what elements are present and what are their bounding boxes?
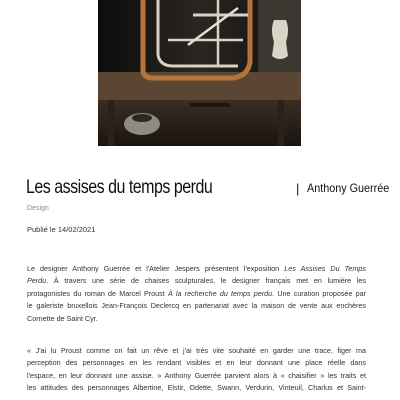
category-link[interactable]: Design: [27, 205, 49, 212]
paragraph-line: le galeriste bruxellois Jean-François Declercq en partenariat avec la maison de vente aux enchères: [27, 301, 366, 311]
article-title: Les assises du temps perdu: [26, 176, 213, 198]
paragraph-line: perception des personnages en les rendant visibles et en leur donnant une place réelle dans: [27, 358, 366, 368]
paragraph-line: protagonistes du roman de Marcel Proust À la recherche du temps perdu. Une curation proposée par: [27, 288, 366, 298]
paragraph-line: Perdu. À travers une série de chaises sculpturales, le designer français met en lumière les: [27, 276, 366, 286]
italic-title: À la recherche du temps perdu: [167, 288, 273, 298]
paragraph-line: Cornette de Saint Cyr.: [27, 313, 98, 323]
italic-title: Perdu: [27, 276, 47, 286]
paragraph-line: « J'ai lu Proust comme on fait un rêve et j'ai très vite souhaité en garder une trace, figer ma: [27, 346, 366, 355]
published-date: Publié le 14/02/2021: [27, 225, 96, 234]
title-separator: |: [296, 181, 300, 196]
article-paragraph-1: [27, 263, 366, 325]
paragraph-line: les attitudes des personnages Albertine, Elstir, Odette, Swann, Verdurin, Vinteuil, Charlus et Saint-: [27, 383, 366, 393]
paragraph-line: l'espace, en leur donnant une assise. » Anthony Guerrée parvient alors à « chaisifier » les traits et: [27, 370, 366, 380]
article-paragraph-2: [27, 345, 366, 395]
article-hero-image: [98, 0, 301, 146]
italic-title: Les Assises Du Temps: [284, 264, 366, 273]
article-header: [26, 176, 390, 199]
author-link[interactable]: Anthony Guerrée: [307, 181, 390, 195]
paragraph-line: Le designer Anthony Guerrée et l'Atelier Jespers présentent l'exposition Les Assises Du Temps: [27, 264, 366, 273]
